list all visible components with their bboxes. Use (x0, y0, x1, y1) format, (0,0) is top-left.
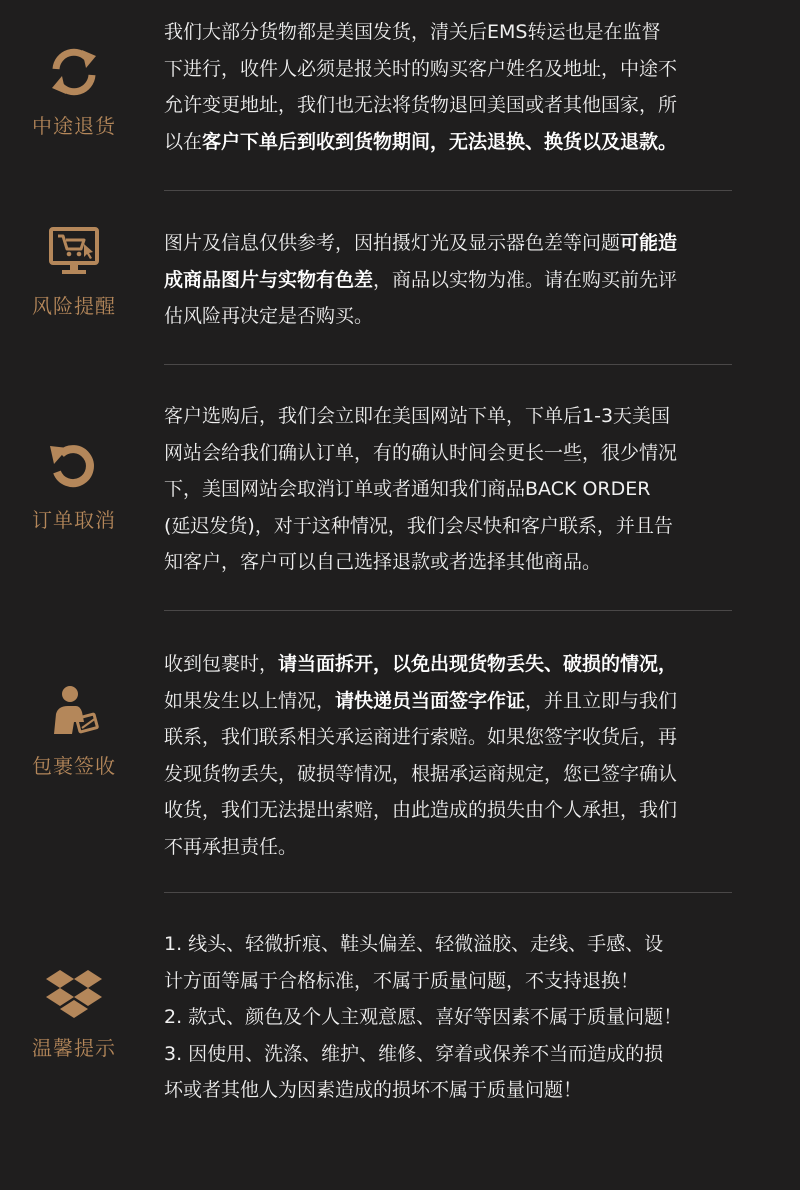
text-line (164, 646, 734, 683)
text-line (164, 124, 734, 161)
text-line: 估风险再决定是否购买。 (164, 305, 374, 327)
order-cancel-text (164, 398, 734, 581)
text-line: 不再承担责任。 (164, 835, 298, 858)
midway-return-text (164, 14, 734, 160)
text-line: 收货，我们无法提出索赔，由此造成的损失由个人承担，我们 (164, 799, 678, 821)
divider (164, 610, 732, 611)
package-receipt-badge (14, 682, 134, 779)
text-line: 允许变更地址，我们也无法将货物退回美国或者其他国家，所 (164, 94, 678, 116)
refresh-icon (44, 42, 104, 102)
divider (164, 892, 732, 893)
divider (164, 190, 732, 191)
midway-return-badge (14, 42, 134, 139)
text-line: (延迟发货)，对于这种情况，我们会尽快和客户联系，并且告 (164, 514, 673, 537)
bold-text: 客户下单后到收到货物期间，无法退换、换货以及退款。 (202, 130, 678, 153)
text-span: 以在 (164, 130, 203, 153)
risk-reminder-label: 风险提醒 (32, 294, 116, 318)
cart-monitor-icon (44, 222, 104, 282)
warm-tips-text (164, 926, 734, 1109)
bold-text: 可能造 (620, 232, 678, 254)
divider (164, 364, 732, 365)
text-line: 网站会给我们确认订单，有的确认时间会更长一些，很少情况 (164, 441, 678, 464)
text-span: 如果发生以上情况， (164, 689, 336, 712)
text-line: 下，美国网站会取消订单或者通知我们商品BACK ORDER (164, 478, 651, 500)
order-cancel-label: 订单取消 (32, 508, 116, 532)
text-span: ，并且立即与我们 (525, 689, 678, 712)
text-line: 3. 因使用、洗涤、维护、维修、穿着或保养不当而造成的损 (164, 1042, 664, 1065)
bold-text: 成商品图片与实物有色差 (164, 268, 374, 291)
person-sign-icon (44, 682, 104, 742)
undo-icon (44, 436, 104, 496)
text-span: 收到包裹时， (164, 653, 279, 675)
text-line: 我们大部分货物都是美国发货，清关后EMS转运也是在监督 (164, 21, 661, 43)
warm-tips-label: 温馨提示 (32, 1036, 116, 1060)
text-line: 联系，我们联系相关承运商进行索赔。如果您签字收货后，再 (164, 726, 678, 748)
dropbox-icon (44, 964, 104, 1024)
text-line (164, 683, 734, 720)
warm-tips-badge (14, 964, 134, 1061)
package-receipt-label: 包裹签收 (32, 754, 116, 778)
text-line: 1. 线头、轻微折痕、鞋头偏差、轻微溢胶、走线、手感、设 (164, 933, 664, 955)
text-line (164, 262, 734, 299)
text-span: ，商品以实物为准。请在购买前先评 (373, 268, 678, 291)
text-line: 知客户，客户可以自己选择退款或者选择其他商品。 (164, 551, 602, 573)
text-line (164, 225, 734, 262)
text-line: 下进行，收件人必须是报关时的购买客户姓名及地址，中途不 (164, 57, 678, 80)
text-line: 坏或者其他人为因素造成的损坏不属于质量问题！ (164, 1079, 583, 1101)
package-receipt-text (164, 646, 734, 865)
bold-text: 请快递员当面签字作证 (335, 689, 526, 712)
bold-text: 请当面拆开，以免出现货物丢失、破损的情况， (278, 653, 678, 675)
text-span: 图片及信息仅供参考，因拍摄灯光及显示器色差等问题 (164, 232, 621, 254)
text-line: 客户选购后，我们会立即在美国网站下单，下单后1-3天美国 (164, 405, 671, 427)
text-line: 2. 款式、颜色及个人主观意愿、喜好等因素不属于质量问题！ (164, 1006, 683, 1028)
risk-reminder-text (164, 225, 734, 335)
midway-return-label: 中途退货 (32, 114, 116, 138)
order-cancel-badge (14, 436, 134, 533)
text-line: 发现货物丢失，破损等情况，根据承运商规定，您已签字确认 (164, 762, 678, 785)
risk-reminder-badge (14, 222, 134, 319)
text-line: 计方面等属于合格标准，不属于质量问题，不支持退换！ (164, 969, 640, 992)
